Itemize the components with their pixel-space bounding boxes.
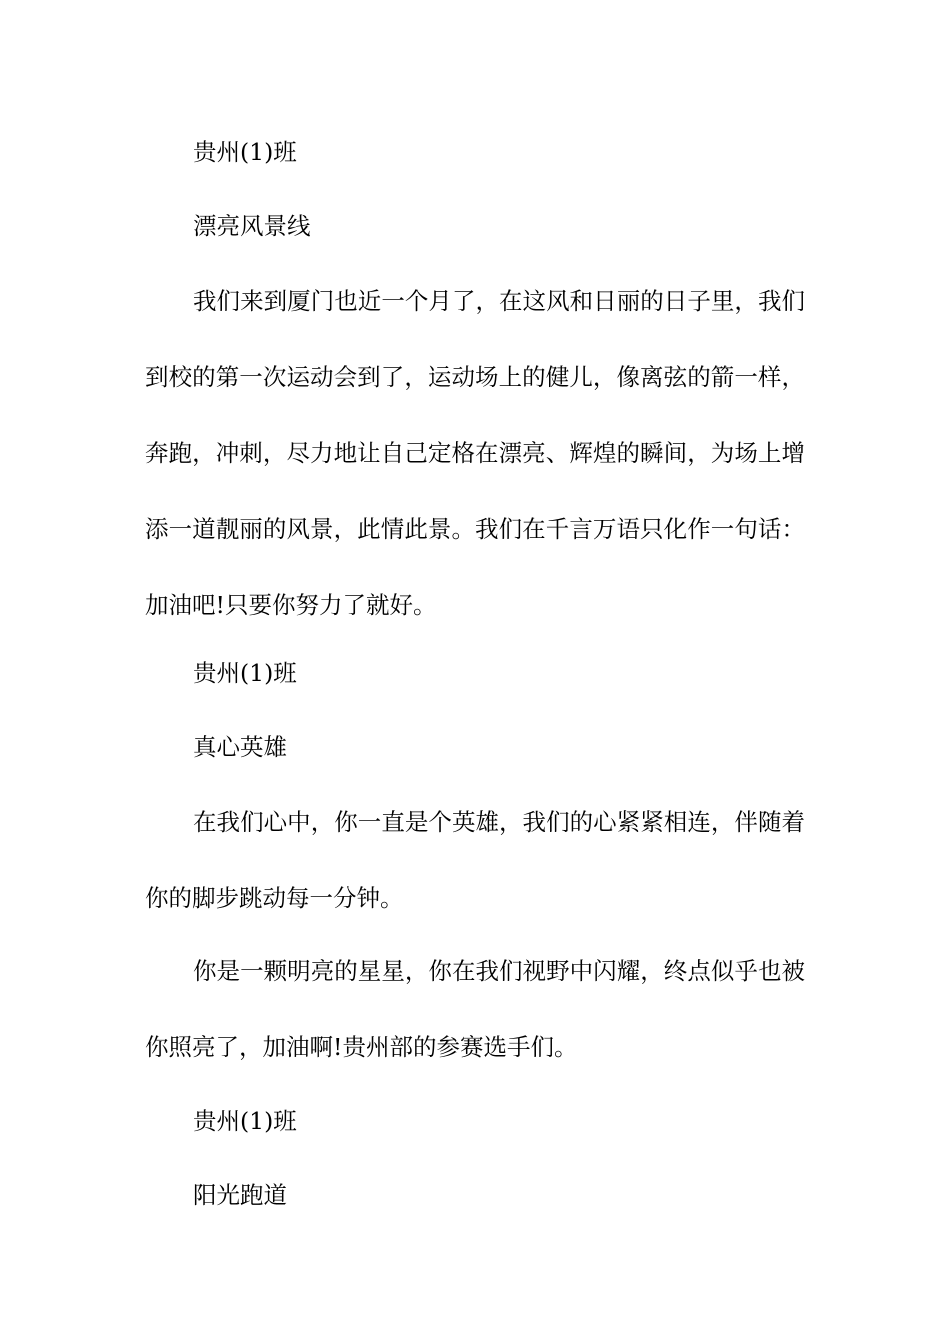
class-signature: 贵州(1)班 <box>193 659 297 687</box>
body-paragraph: 你是一颗明亮的星星，你在我们视野中闪耀，终点似乎也被你照亮了，加油啊!贵州部的参赛选手们。 <box>145 957 805 1061</box>
section-title: 漂亮风景线 <box>193 212 311 240</box>
section-title: 真心英雄 <box>193 733 287 761</box>
body-paragraph: 在我们心中，你一直是个英雄，我们的心紧紧相连，伴随着你的脚步跳动每一分钟。 <box>145 808 805 912</box>
body-paragraph: 我们来到厦门也近一个月了，在这风和日丽的日子里，我们到校的第一次运动会到了，运动场上的健儿，像离弦的箭一样，奔跑，冲刺，尽力地让自己定格在漂亮、辉煌的瞬间，为场上增添一道靓丽的风景，此情此景。我们在千言万语只化作一句话：加油吧!只要你努力了就好。 <box>145 287 805 619</box>
class-signature: 贵州(1)班 <box>193 138 297 166</box>
class-signature: 贵州(1)班 <box>193 1107 297 1135</box>
section-title: 阳光跑道 <box>193 1181 287 1209</box>
